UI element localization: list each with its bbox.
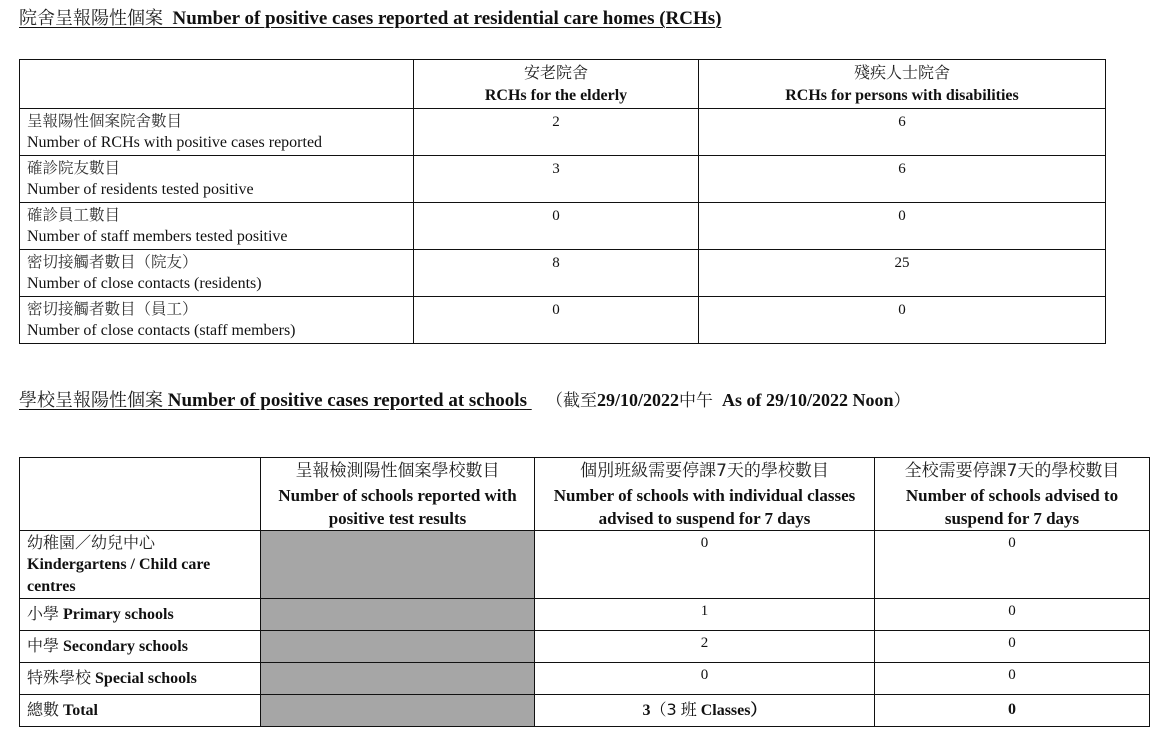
total-row [20, 695, 1150, 727]
as-of-note: （截至29/10/2022中午 As of 29/10/2022 Noon） [545, 390, 911, 411]
value-individual-classes: 2 [535, 631, 875, 663]
table-header-row [20, 60, 1106, 109]
table-row [20, 156, 1106, 203]
value-elderly: 8 [414, 250, 699, 297]
rch-section-heading [19, 8, 722, 30]
shaded-cell [261, 631, 535, 663]
table-row [20, 599, 1150, 631]
schools-heading-zh: 學校呈報陽性個案 [19, 390, 163, 411]
total-individual-classes: 3（3 班 Classes） [535, 695, 875, 727]
value-individual-classes: 0 [535, 663, 875, 695]
row-label: 確診院友數目 Number of residents tested positive [20, 156, 414, 203]
header-reported: 呈報檢測陽性個案學校數目 Number of schools reported with positive test results [261, 458, 535, 531]
schools-section-heading [19, 389, 911, 412]
row-label: 小學 Primary schools [20, 599, 261, 631]
row-label: 呈報陽性個案院舍數目 Number of RCHs with positive cases reported [20, 109, 414, 156]
value-whole-school: 0 [875, 531, 1150, 599]
header-individual-classes: 個別班級需要停課7天的學校數目 Number of schools with individual classes advised to suspend for 7 days [535, 458, 875, 531]
table-row [20, 663, 1150, 695]
header-empty-cell [20, 60, 414, 109]
header-whole-school: 全校需要停課7天的學校數目 Number of schools advised to suspend for 7 days [875, 458, 1150, 531]
value-elderly: 0 [414, 297, 699, 344]
value-disabilities: 0 [699, 297, 1106, 344]
value-individual-classes: 0 [535, 531, 875, 599]
row-label: 密切接觸者數目（院友） Number of close contacts (residents) [20, 250, 414, 297]
shaded-cell [261, 663, 535, 695]
header-disabilities: 殘疾人士院舍 RCHs for persons with disabilities [699, 60, 1106, 109]
row-label: 密切接觸者數目（員工） Number of close contacts (staff members) [20, 297, 414, 344]
schools-heading-en: Number of positive cases reported at schools [167, 390, 527, 411]
row-label: 幼稚園／幼兒中心 Kindergartens / Child care centres [20, 531, 261, 599]
rch-heading-en: Number of positive cases reported at residential care homes (RCHs) [172, 8, 722, 29]
value-elderly: 2 [414, 109, 699, 156]
table-row [20, 203, 1106, 250]
row-label: 中學 Secondary schools [20, 631, 261, 663]
value-disabilities: 6 [699, 156, 1106, 203]
value-disabilities: 6 [699, 109, 1106, 156]
row-label: 特殊學校 Special schools [20, 663, 261, 695]
table-row [20, 250, 1106, 297]
header-empty-cell [20, 458, 261, 531]
value-whole-school: 0 [875, 631, 1150, 663]
rch-cases-table [19, 59, 1106, 344]
value-whole-school: 0 [875, 599, 1150, 631]
value-elderly: 3 [414, 156, 699, 203]
value-individual-classes: 1 [535, 599, 875, 631]
header-elderly: 安老院舍 RCHs for the elderly [414, 60, 699, 109]
table-row [20, 297, 1106, 344]
value-disabilities: 25 [699, 250, 1106, 297]
value-whole-school: 0 [875, 663, 1150, 695]
schools-cases-table [19, 457, 1150, 727]
table-header-row [20, 458, 1150, 531]
value-disabilities: 0 [699, 203, 1106, 250]
table-row [20, 531, 1150, 599]
value-elderly: 0 [414, 203, 699, 250]
rch-heading-zh: 院舍呈報陽性個案 [19, 8, 163, 29]
table-row [20, 631, 1150, 663]
row-label: 確診員工數目 Number of staff members tested positive [20, 203, 414, 250]
shaded-cell [261, 599, 535, 631]
shaded-cell [261, 695, 535, 727]
row-label: 總數 Total [20, 695, 261, 727]
total-whole-school: 0 [875, 695, 1150, 727]
table-row [20, 109, 1106, 156]
shaded-cell [261, 531, 535, 599]
